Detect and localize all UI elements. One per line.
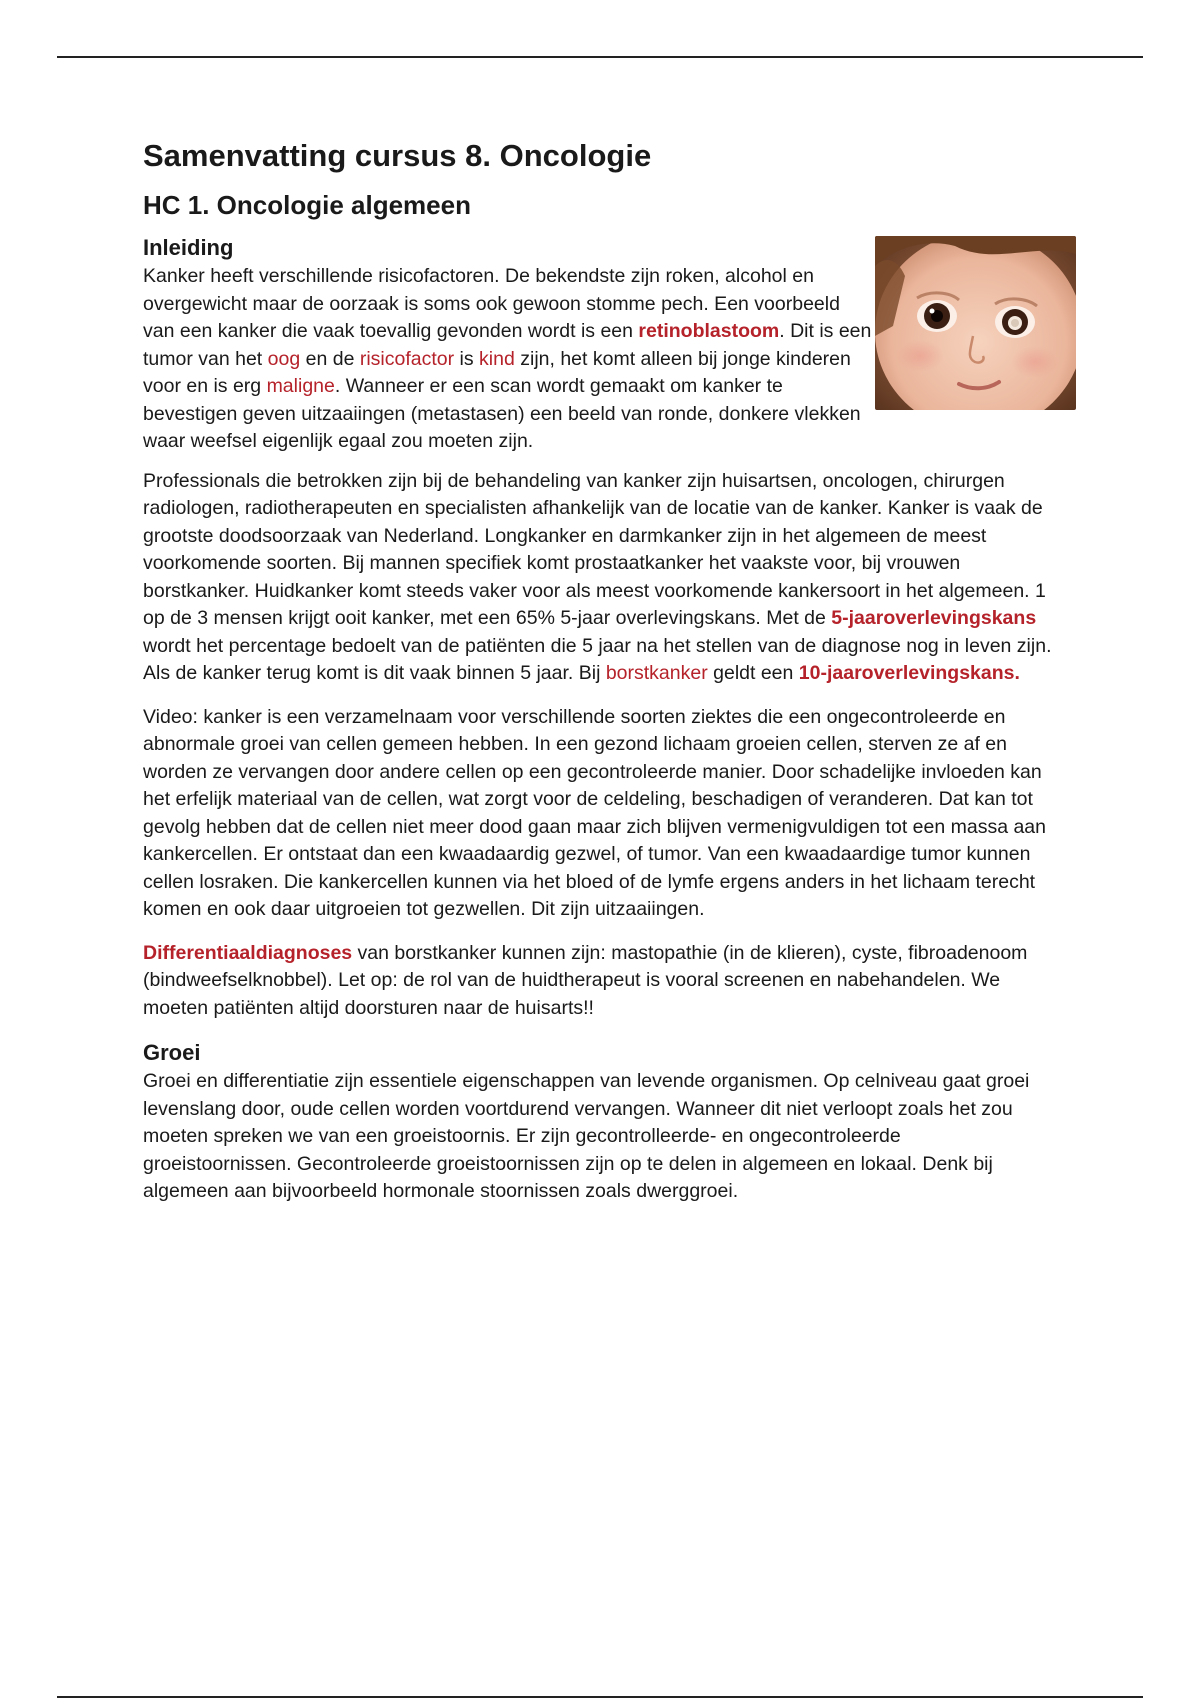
intro-section xyxy=(143,233,1053,456)
intro-heading: Inleiding xyxy=(143,235,234,260)
bottom-rule xyxy=(57,1696,1143,1698)
term-10-jaaroverlevingskans: 10-jaaroverlevingskans. xyxy=(798,662,1020,684)
term-kind: kind xyxy=(479,347,515,370)
video-paragraph: Video: kanker is een verzamelnaam voor verschillende soorten ziektes die een ongecontroleerde en abnormale groei van cellen gemeen hebben. In een gezond lichaam groeien cellen, sterven ze af en worden ze vervangen door andere cellen op een gecontroleerde manier. Door schadelijke invloeden kan het erfelijk materiaal van de cellen, wat zorgt voor de celdeling, beschadigen of veranderen. Dat kan tot gevolg hebben dat de cellen niet meer dood gaan maar zich blijven vermenigvuldigen tot een massa aan kankercellen. Er ontstaat dan een kwaadaardig gezwel, of tumor. Van een kwaadaardige tumor kunnen cellen losraken. Die kankercellen kunnen via het bloed of de lymfe ergens anders in het lichaam terecht komen en ook daar uitgroeien tot gezwellen. Dit zijn uitzaaiingen. xyxy=(143,705,1046,920)
differential-paragraph: Differentiaaldiagnoses van borstkanker kunnen zijn: mastopathie (in de klieren), cyste, fibroadenoom (bindweefselknobbel). Let op: de rol van de huidtherapeut is vooral screenen en nabehandelen. We moeten patiënten altijd doorsturen naar de huisarts!! xyxy=(143,941,1028,1019)
document-page xyxy=(143,138,1053,1222)
groei-paragraph: Groei en differentiatie zijn essentiele eigenschappen van levende organismen. Op celniveau gaat groei levenslang door, oude cellen worden voortdurend vervangen. Wanneer dit niet verloopt zoals het zou moeten spreken we van een groeistoornis. Er zijn gecontrolleerde- en ongecontroleerde groeistoornissen. Gecontroleerde groeistoornissen zijn op te delen in algemeen en lokaal. Denk bij algemeen aan bijvoorbeeld hormonale stoornissen zoals dwerggroei. xyxy=(143,1070,1030,1202)
term-borstkanker: borstkanker xyxy=(605,662,708,684)
section-title: HC 1. Oncologie algemeen xyxy=(143,190,471,220)
top-rule xyxy=(57,56,1143,58)
term-risicofactor: risicofactor xyxy=(359,347,455,370)
groei-heading: Groei xyxy=(143,1040,201,1065)
term-oog: oog xyxy=(267,347,301,370)
professionals-paragraph: Professionals die betrokken zijn bij de behandeling van kanker zijn huisartsen, oncologen, chirurgen radiologen, radiotherapeuten en specialisten afhankelijk van de locatie van de kanker. Kanker is vaak de grootste doodsoorzaak van Nederland. Longkanker en darmkanker zijn in het algemeen de meest voorkomende soorten. Bij mannen specifiek komt prostaatkanker het vaakste voor, bij vrouwen borstkanker. Huidkanker komt steeds vaker voor als meest voorkomende kankersoort in het algemeen. 1 op de 3 mensen krijgt ooit kanker, met een 65% 5-jaar overlevingskans. Met de 5-jaaroverlevingskans wordt het percentage bedoelt van de patiënten die 5 jaar na het stellen van de diagnose nog in leven zijn. Als de kanker terug komt is dit vaak binnen 5 jaar. Bij borstkanker geldt een 10-jaaroverlevingskans. xyxy=(143,469,1052,684)
term-maligne: maligne xyxy=(266,375,335,397)
term-5-jaaroverlevingskans: 5-jaaroverlevingskans xyxy=(831,607,1037,629)
term-differentiaaldiagnoses: Differentiaaldiagnoses xyxy=(143,941,353,964)
document-title: Samenvatting cursus 8. Oncologie xyxy=(143,138,652,173)
intro-paragraph: Kanker heeft verschillende risicofactoren. De bekendste zijn roken, alcohol en overgewicht maar de oorzaak is soms ook gewoon stomme pech. Een voorbeeld van een kanker die vaak toevallig gevonden wordt is een retinoblastoom. Dit is een tumor van het oog en de risicofactor is kind zijn, het komt alleen bij jonge kinderen voor en is erg maligne. Wanneer er een scan wordt gemaakt om kanker te bevestigen geven uitzaaiingen (metastasen) een beeld van ronde, donkere vlekken waar weefsel eigenlijk egaal zou moeten zijn. xyxy=(143,265,872,452)
term-retinoblastoom: retinoblastoom xyxy=(638,320,780,342)
child-face-photo xyxy=(875,236,1076,410)
